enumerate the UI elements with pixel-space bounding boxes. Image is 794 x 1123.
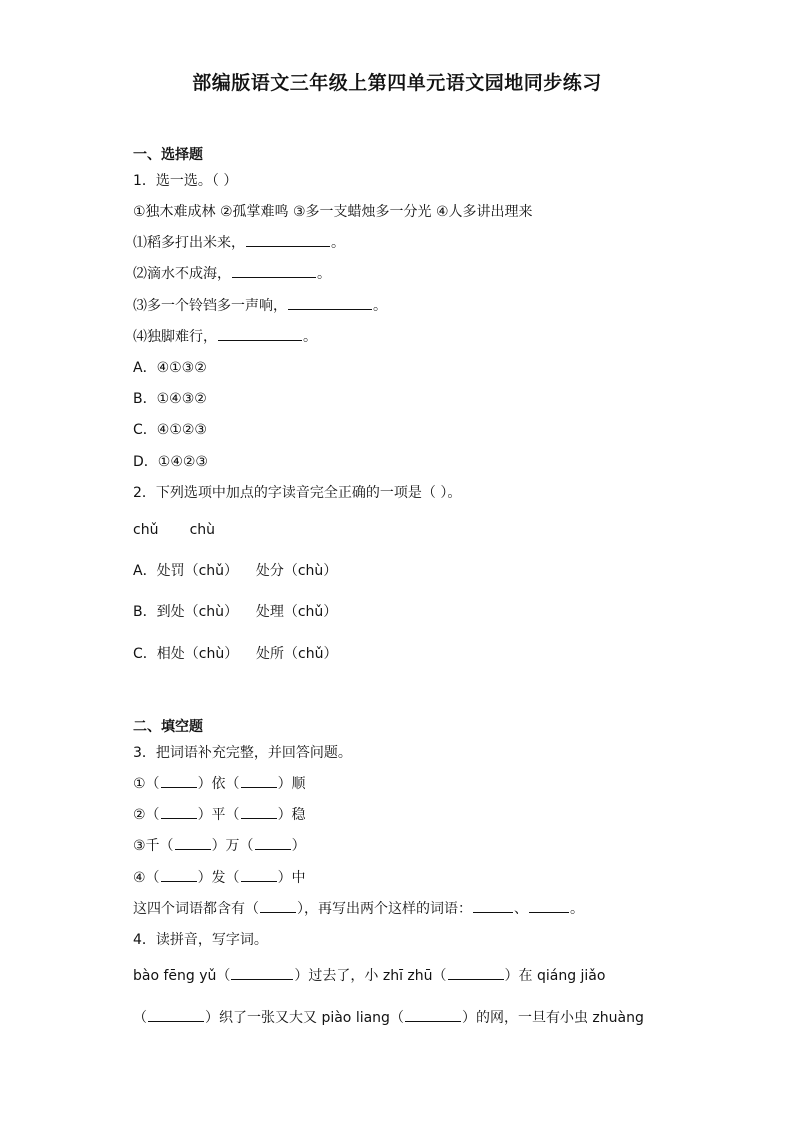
pinyin-text: bào fēng yǔ（ [133,968,231,984]
row-text: ②（ [133,807,160,823]
row-text: ）稳 [277,807,306,823]
item-text: ⑴稻多打出米来， [133,235,245,251]
answer-blank[interactable] [161,869,197,882]
page-title: 部编版语文三年级上第四单元语文园地同步练习 [192,72,602,94]
pinyin-text: ）织了一张又大又 piào liang（ [205,1010,404,1026]
ask-text: ），再写出两个这样的词语： [297,901,472,917]
answer-blank[interactable] [473,900,513,913]
item-text: ⑷独脚难行， [133,329,217,345]
answer-blank[interactable] [448,967,504,980]
pinyin-text: （ [133,1010,147,1026]
item-end: 。 [331,235,345,251]
q2-choice-c[interactable]: C．相处（chù） 处所（chǔ） [133,646,338,662]
row-text: ）中 [277,870,306,886]
q2-choice-b[interactable]: B．到处（chù） 处理（chǔ） [133,604,338,620]
question-1-options: ①独木难成林 ②孤掌难鸣 ③多一支蜡烛多一分光 ④人多讲出理来 [133,204,533,220]
row-text: ）万（ [211,838,254,854]
answer-blank[interactable] [246,234,330,247]
choice-d[interactable]: D．①④②③ [133,454,208,470]
answer-blank[interactable] [405,1009,461,1022]
question-3-row-4 [133,868,306,888]
question-1-item-4 [133,327,317,347]
pinyin-text: ）过去了，小 zhī zhū（ [294,968,447,984]
row-text: ）顺 [277,776,306,792]
question-3-ask [133,899,584,919]
answer-blank[interactable] [241,869,277,882]
answer-blank[interactable] [288,297,372,310]
item-text: ⑵滴水不成海， [133,266,231,282]
ask-end: 。 [570,901,584,917]
item-text: ⑶多一个铃铛多一声响， [133,298,287,314]
row-text: ）平（ [197,807,240,823]
answer-blank[interactable] [175,837,211,850]
item-end: 。 [317,266,331,282]
question-3-stem: 3．把词语补充完整，并回答问题。 [133,745,352,761]
question-2-pinyin: chǔ chù [133,522,216,538]
answer-blank[interactable] [529,900,569,913]
row-text: ①（ [133,776,160,792]
choice-c[interactable]: C．④①②③ [133,422,207,438]
row-text: ④（ [133,870,160,886]
question-1-item-3 [133,296,387,316]
item-end: 。 [373,298,387,314]
pinyin-text: ）的网，一旦有小虫 zhuàng [461,1010,644,1026]
answer-blank[interactable] [161,775,197,788]
question-3-row-2 [133,805,306,825]
answer-blank[interactable] [232,265,316,278]
item-end: 。 [303,329,317,345]
section-heading-choice: 一、选择题 [133,147,203,163]
ask-text: 这四个词语都含有（ [133,901,259,917]
answer-blank[interactable] [231,967,293,980]
answer-blank[interactable] [161,806,197,819]
row-text: ） [291,838,306,854]
answer-blank[interactable] [241,775,277,788]
question-3-row-3 [133,836,306,856]
question-2-stem: 2．下列选项中加点的字读音完全正确的一项是（ ）。 [133,485,462,501]
answer-blank[interactable] [218,328,302,341]
section-heading-fill: 二、填空题 [133,719,203,735]
answer-blank[interactable] [260,900,296,913]
question-3-row-1 [133,774,306,794]
choice-b[interactable]: B．①④③② [133,391,207,407]
row-text: ）依（ [197,776,240,792]
q2-choice-a[interactable]: A．处罚（chǔ） 处分（chù） [133,563,338,579]
pinyin-text: ）在 qiáng jiǎo [504,968,606,984]
row-text: ）发（ [197,870,240,886]
question-1-item-1 [133,233,345,253]
choice-a[interactable]: A．④①③② [133,360,207,376]
question-1-stem: 1．选一选。（ ） [133,173,238,189]
question-4-line-2 [133,1008,644,1028]
row-text: ③千（ [133,838,174,854]
answer-blank[interactable] [241,806,277,819]
answer-blank[interactable] [255,837,291,850]
question-1-item-2 [133,264,331,284]
ask-separator: 、 [514,901,528,917]
question-4-line-1 [133,966,605,986]
answer-blank[interactable] [148,1009,204,1022]
question-4-stem: 4．读拼音，写字词。 [133,932,268,948]
